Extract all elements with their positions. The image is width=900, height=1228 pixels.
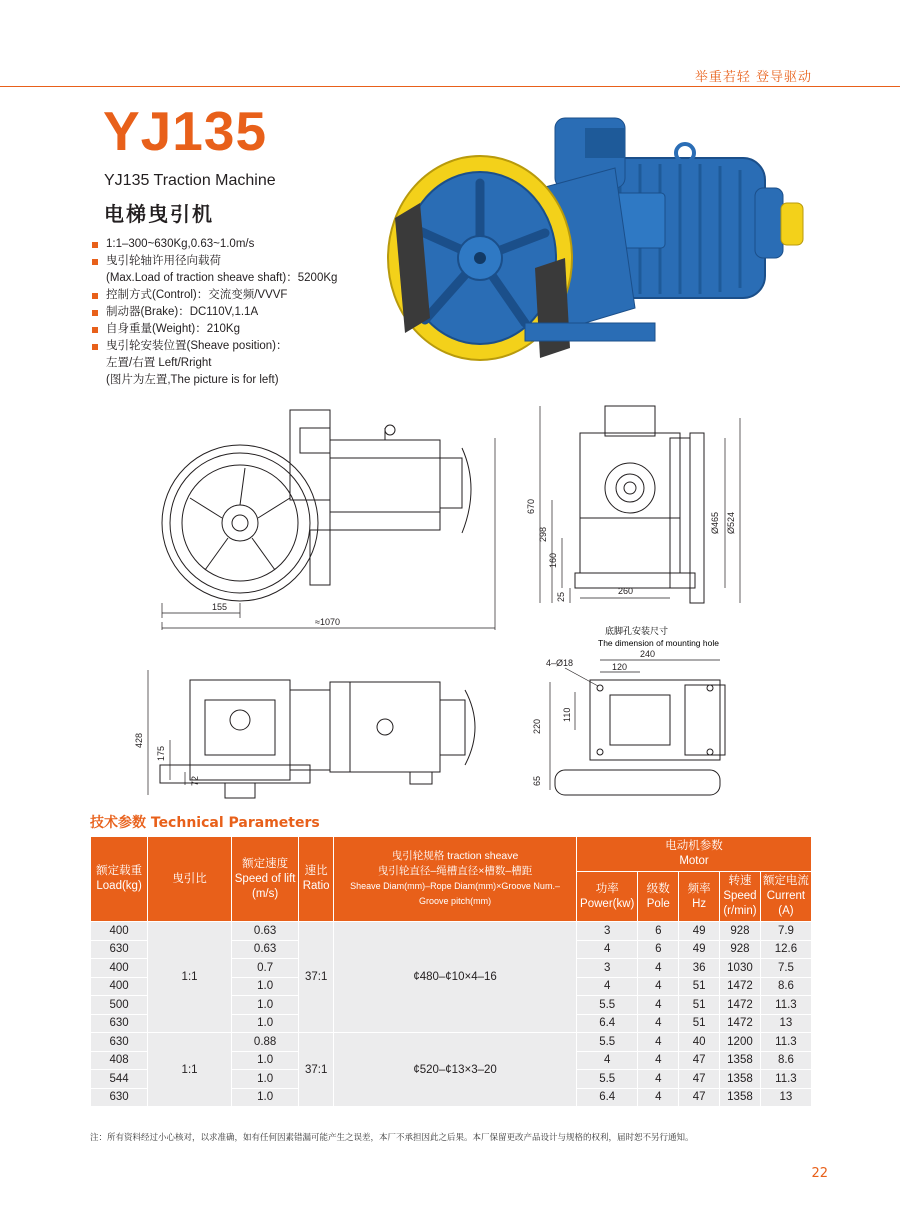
spec-item: 曳引轮轴许用径向载荷 [90,253,390,270]
header-load: 额定载重 Load(kg) [91,837,148,922]
dim-524: Ø524 [726,511,736,534]
header-ratio: 速比 Ratio [299,837,334,922]
model-title: YJ135 [103,100,268,162]
header-hz: 频率 Hz [679,872,720,922]
table-row: 630 1:1 0.88 37:1 ¢520–¢13×3–20 5.5 4 40 1200 11.3 [91,1033,812,1052]
dim-120: 120 [612,662,628,672]
dim-155: 155 [212,602,228,612]
dim-65: 65 [532,775,542,786]
dim-175: 175 [156,745,166,761]
bullet-icon [92,242,98,248]
table-row: 630 1.0 6.4 4 47 1358 13 [91,1088,812,1107]
group1-ratio-cn: 1:1 [148,922,232,1033]
header-current: 额定电流 Current (A) [760,872,811,922]
spec-item-cont: 左置/右置 Left/Rright [106,357,212,369]
header-sheave: 曳引轮规格 traction sheave 曳引轮直径–绳槽直径×槽数–槽距 Sheave Diam(mm)–Rope Diam(mm)×Groove Num.– Groove pitch(mm) [334,837,577,922]
page-number: 22 [811,1166,828,1181]
disclaimer-note: 注：所有资料经过小心核对，以求准确，如有任何因素错漏可能产生之误差，本厂不承担因此之后果。本厂保留更改产品设计与规格的权利，届时恕不另行通知。 [90,1133,694,1143]
dim-110: 110 [562,707,572,722]
dim-holes: 4–Ø18 [546,658,574,668]
dim-72: 72 [190,775,200,786]
dim-260: 260 [618,586,634,596]
table-row: 400 1:1 0.63 37:1 ¢480–¢10×4–16 3 6 49 928 7.9 [91,922,812,941]
spec-item: 自身重量(Weight)：210Kg [90,321,390,338]
spec-item-cont: (图片为左置,The picture is for left) [106,374,279,386]
table-row: 630 0.63 4 6 49 928 12.6 [91,940,812,959]
header-speed: 额定速度 Speed of lift (m/s) [231,837,298,922]
table-row: 630 1.0 6.4 4 51 1472 13 [91,1014,812,1033]
spec-item-cont: (Max.Load of traction sheave shaft)：5200Kg [106,272,338,284]
spec-item: 1:1–300~630Kg,0.63~1.0m/s [90,236,390,253]
header-pole: 级数 Pole [638,872,679,922]
technical-parameters-title: 技术参数 Technical Parameters [90,815,320,831]
english-subtitle: YJ135 Traction Machine [104,172,276,189]
dim-25: 25 [556,591,566,602]
group2-ratio: 37:1 [299,1033,334,1107]
spec-item: 曳引轮安装位置(Sheave position)： [90,338,390,355]
front-view-drawing [150,398,510,638]
table-row: 500 1.0 5.5 4 51 1472 11.3 [91,996,812,1015]
mount-title-en: The dimension of mounting hole [598,638,719,648]
spec-item: 制动器(Brake)：DC110V,1.1A [90,304,390,321]
dim-240: 240 [640,649,656,659]
dim-298: 298 [538,526,548,542]
table-row: 400 0.7 3 4 36 1030 7.5 [91,959,812,978]
header-power: 功率 Power(kw) [577,872,638,922]
header-motor: 电动机参数 Motor [577,837,812,872]
dim-220: 220 [532,718,542,734]
header-ratio-cn: 曳引比 [148,837,232,922]
group2-ratio-cn: 1:1 [148,1033,232,1107]
chinese-subtitle: 电梯曳引机 [104,202,214,226]
spec-item: 控制方式(Control)：交流变频/VVVF [90,287,390,304]
side-view-drawing [520,398,760,620]
dim-1070: ≈1070 [315,617,340,627]
group1-sheave: ¢480–¢10×4–16 [334,922,577,1033]
bullet-icon [92,344,98,350]
dim-670: 670 [526,498,536,514]
group1-ratio: 37:1 [299,922,334,1033]
bullet-icon [92,310,98,316]
group2-sheave: ¢520–¢13×3–20 [334,1033,577,1107]
header-slogan: 举重若轻 登导驱动 [694,70,812,85]
bullet-icon [92,259,98,265]
mount-title-cn: 底脚孔安装尺寸 [605,627,669,637]
dim-428: 428 [134,732,144,748]
table-row: 544 1.0 5.5 4 47 1358 11.3 [91,1070,812,1089]
table-row: 400 1.0 4 4 51 1472 8.6 [91,977,812,996]
header-rpm: 转速 Speed (r/min) [720,872,761,922]
traction-machine-photo [385,108,815,388]
header-rule [0,86,900,87]
dim-465: Ø465 [710,511,720,534]
mounting-hole-drawing [520,620,760,805]
table-row: 408 1.0 4 4 47 1358 8.6 [91,1051,812,1070]
bullet-icon [92,327,98,333]
bullet-icon [92,293,98,299]
technical-parameters-table [90,836,812,1107]
dim-160: 160 [548,552,558,568]
top-view-drawing [134,660,510,810]
spec-list [90,236,390,389]
